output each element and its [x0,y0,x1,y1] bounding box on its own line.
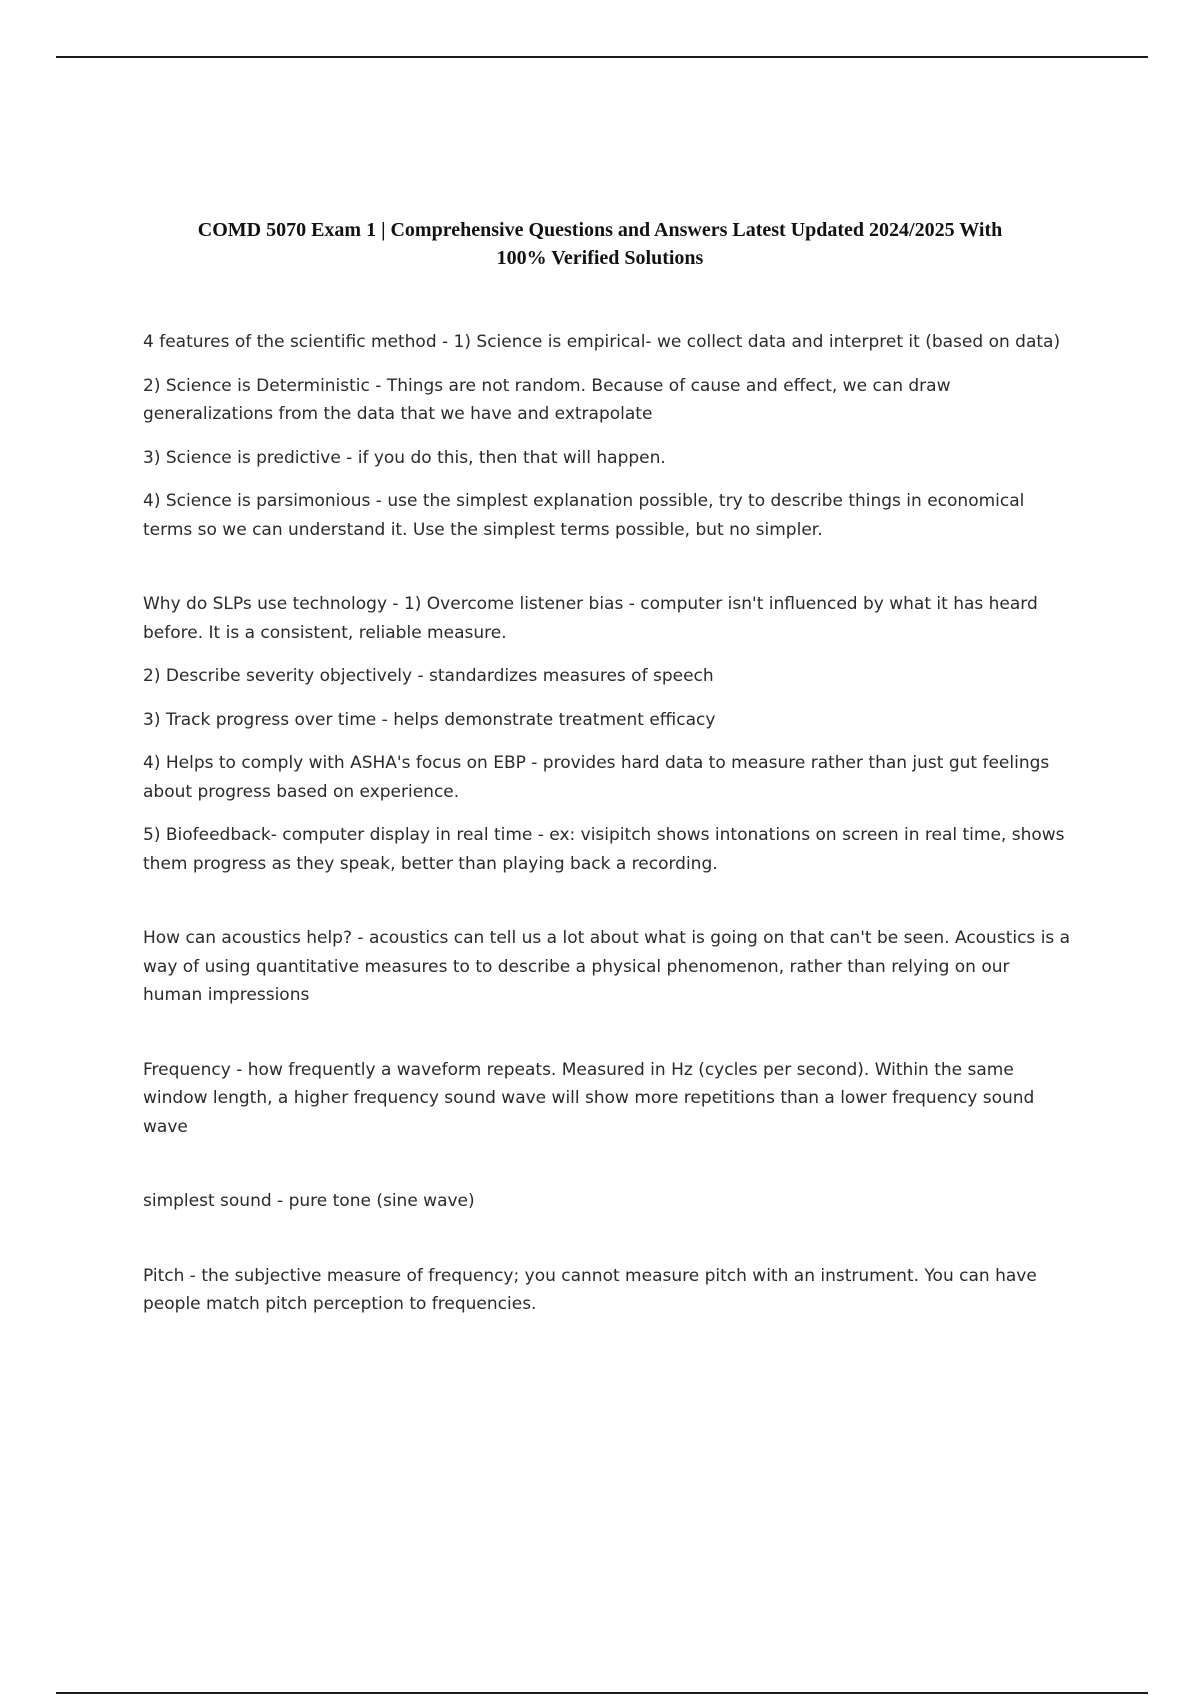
paragraph: 4 features of the scientific method - 1) Science is empirical- we collect data and interpret it (based on data) [143,332,1061,352]
paragraph: simplest sound - pure tone (sine wave) [143,1191,475,1211]
paragraph: 2) Describe severity objectively - standardizes measures of speech [143,666,714,686]
paragraph: Why do SLPs use technology - 1) Overcome listener bias - computer isn't influenced by what it has heard before. It is a consistent, reliable measure. [143,594,1038,643]
paragraph: 3) Science is predictive - if you do this, then that will happen. [143,447,666,468]
title-line-1: COMD 5070 Exam 1 | Comprehensive Questions and Answers Latest Updated 2024/2025 With [197,219,1003,241]
top-rule [56,56,1148,58]
paragraph: 3) Track progress over time - helps demonstrate treatment efficacy [143,709,716,730]
paragraph: Pitch - the subjective measure of frequency; you cannot measure pitch with an instrument. You can have people match pitch perception to frequencies. [143,1265,1037,1314]
document-title [130,216,1070,272]
document-body [143,328,1073,1334]
paragraph: 4) Science is parsimonious - use the simplest explanation possible, try to describe things in economical terms so we can understand it. Use the simplest terms possible, but no simpler. [143,491,1025,540]
paragraph: 4) Helps to comply with ASHA's focus on EBP - provides hard data to measure rather than just gut feelings about progress based on experience. [143,753,1050,802]
paragraph: Frequency - how frequently a waveform repeats. Measured in Hz (cycles per second). Within the same window length, a higher frequency sound wave will show more repetitions than a lower frequency sound wave [143,1059,1035,1137]
paragraph: 2) Science is Deterministic - Things are not random. Because of cause and effect, we can draw generalizations from the data that we have and extrapolate [143,375,951,424]
paragraph: How can acoustics help? - acoustics can tell us a lot about what is going on that can't be seen. Acoustics is a way of using quantitative measures to to describe a physical phenomenon, rather than relying on our human impressions [143,928,1071,1005]
bottom-rule [56,1692,1148,1694]
title-line-2: 100% Verified Solutions [496,247,704,269]
paragraph: 5) Biofeedback- computer display in real time - ex: visipitch shows intonations on screen in real time, shows them progress as they speak, better than playing back a recording. [143,825,1065,874]
